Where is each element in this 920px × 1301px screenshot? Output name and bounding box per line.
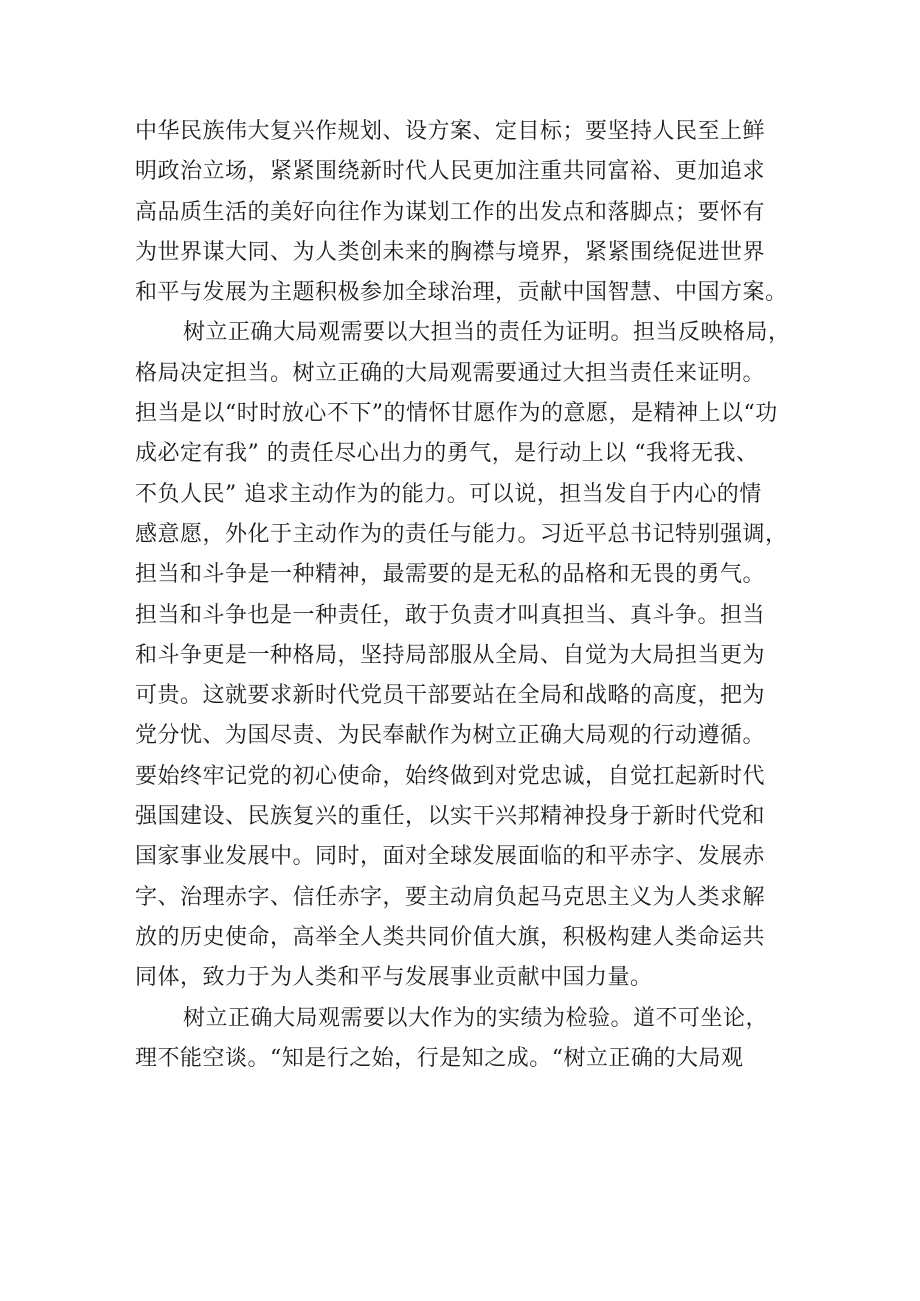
- text-line: 可贵。这就要求新时代党员干部要站在全局和战略的高度，把为: [135, 683, 766, 709]
- text-line: 不负人民” 追求主动作为的能力。可以说，担当发自于内心的情: [135, 481, 762, 507]
- text-line: 担当和斗争也是一种责任，敢于负责才叫真担当、真斗争。担当: [135, 602, 766, 628]
- paragraph-start-line: 树立正确大局观需要以大担当的责任为证明。担当反映格局，: [183, 320, 791, 346]
- text-line: 成必定有我” 的责任尽心出力的勇气，是行动上以 “我将无我、: [135, 441, 759, 467]
- text-line: 中华民族伟大复兴作规划、设方案、定目标；要坚持人民至上鲜: [135, 119, 766, 144]
- text-line: 为世界谋大同、为人类创未来的胸襟与境界，紧紧围绕促进世界: [135, 239, 766, 265]
- text-line: 格局决定担当。树立正确的大局观需要通过大担当责任来证明。: [135, 360, 766, 386]
- text-line: 和斗争更是一种格局，坚持局部服从全局、自觉为大局担当更为: [135, 642, 766, 668]
- text-line: 国家事业发展中。同时，面对全球发展面临的和平赤字、发展赤: [135, 844, 766, 870]
- paragraph-start-line: 树立正确大局观需要以大作为的实绩为检验。道不可坐论，: [183, 1005, 769, 1031]
- text-line: 担当和斗争是一种精神，最需要的是无私的品格和无畏的勇气。: [135, 562, 766, 588]
- document-body: [135, 112, 795, 1079]
- text-line: 担当是以“时时放心不下”的情怀甘愿作为的意愿，是精神上以“功: [135, 401, 778, 427]
- text-line: 明政治立场，紧紧围绕新时代人民更加注重共同富裕、更加追求: [135, 159, 766, 185]
- text-line: 高品质生活的美好向往作为谋划工作的出发点和落脚点；要怀有: [135, 199, 766, 225]
- text-line: 党分忧、为国尽责、为民奉献作为树立正确大局观的行动遵循。: [135, 723, 766, 749]
- text-line: 和平与发展为主题积极参加全球治理，贡献中国智慧、中国方案。: [135, 280, 788, 306]
- text-line: 字、治理赤字、信任赤字，要主动肩负起马克思主义为人类求解: [135, 884, 766, 910]
- text-line: 强国建设、民族复兴的重任，以实干兴邦精神投身于新时代党和: [135, 804, 766, 830]
- text-line: 要始终牢记党的初心使命，始终做到对党忠诚，自觉扛起新时代: [135, 763, 766, 789]
- text-line: 感意愿，外化于主动作为的责任与能力。习近平总书记特别强调，: [135, 521, 788, 547]
- text-line: 放的历史使命，高举全人类共同价值大旗，积极构建人类命运共: [135, 924, 766, 950]
- text-line: 同体，致力于为人类和平与发展事业贡献中国力量。: [135, 965, 653, 991]
- text-line: 理不能空谈。“知是行之始，行是知之成。“树立正确的大局观: [135, 1045, 744, 1071]
